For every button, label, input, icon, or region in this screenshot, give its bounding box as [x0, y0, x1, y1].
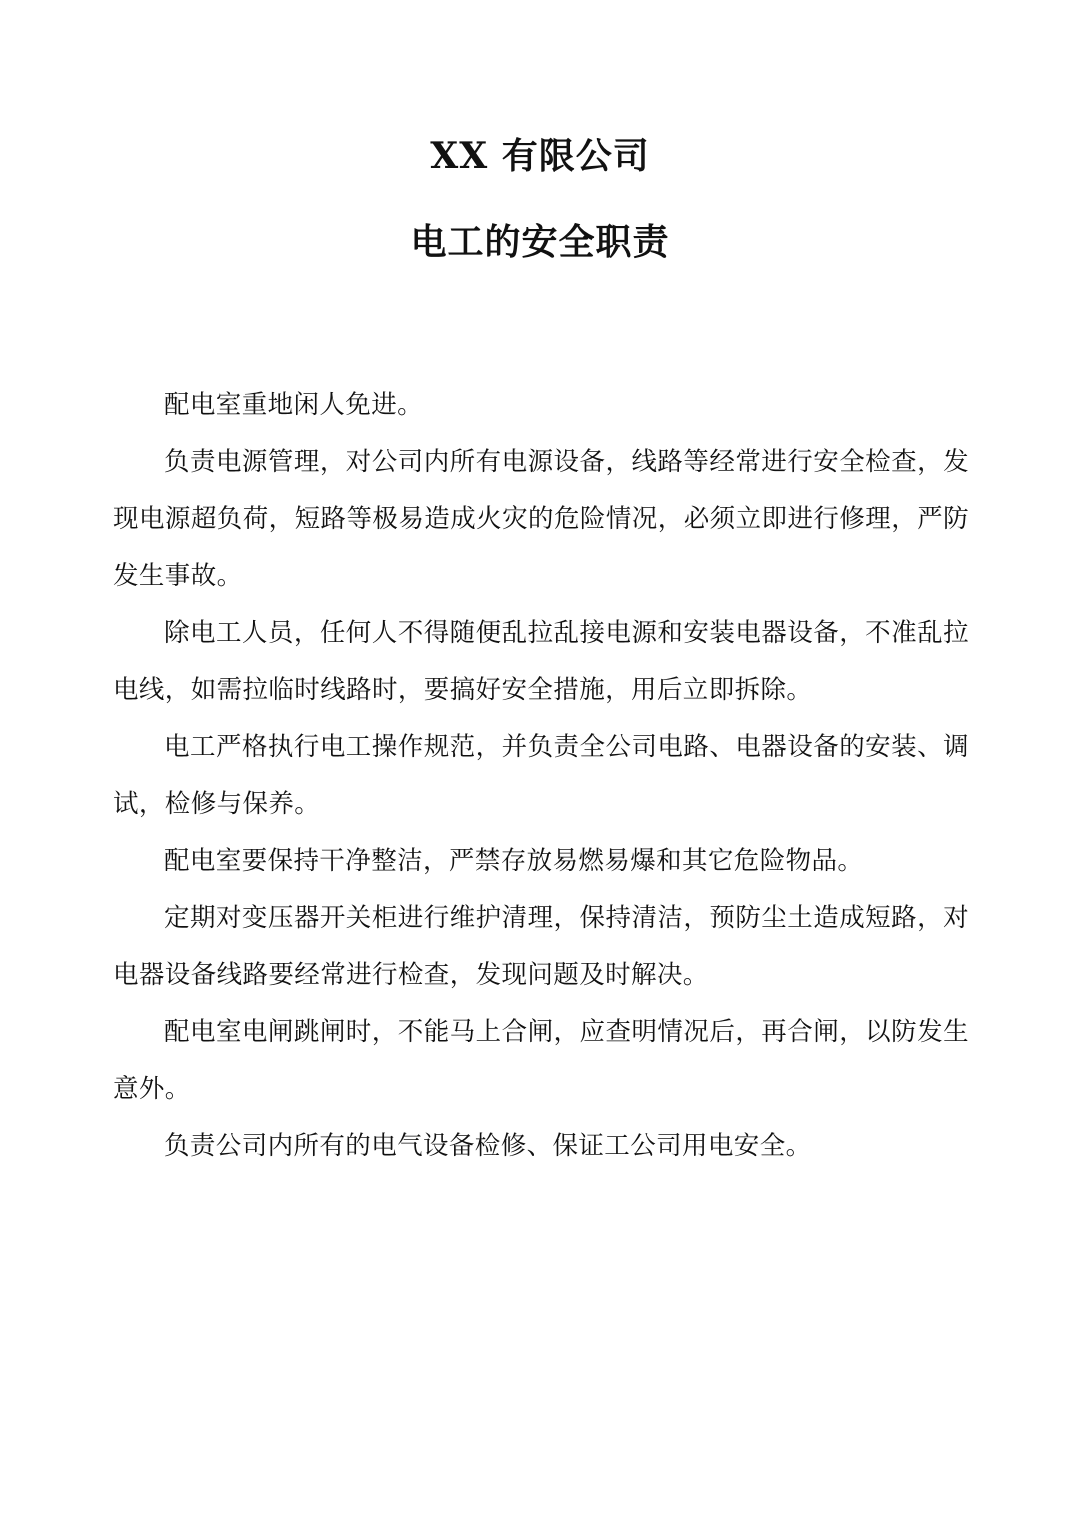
paragraph-8: 负责公司内所有的电气设备检修、保证工公司用电安全。 [164, 1131, 812, 1161]
paragraph-1: 配电室重地闲人免进。 [164, 390, 424, 420]
document-body [113, 377, 969, 1175]
paragraph-6: 定期对变压器开关柜进行维护清理，保持清洁，预防尘土造成短路，对电器设备线路要经常进行检查，发现问题及时解决。 [113, 903, 969, 990]
paragraph-5: 配电室要保持干净整洁，严禁存放易燃易爆和其它危险物品。 [164, 846, 864, 876]
company-title: XX 有限公司 [430, 135, 650, 177]
paragraph-2: 负责电源管理，对公司内所有电源设备，线路等经常进行安全检查，发现电源超负荷，短路等极易造成火灾的危险情况，必须立即进行修理，严防发生事故。 [113, 447, 969, 591]
paragraph-4: 电工严格执行电工操作规范，并负责全公司电路、电器设备的安装、调试，检修与保养。 [113, 732, 969, 819]
document-title: 电工的安全职责 [410, 221, 670, 263]
paragraph-7: 配电室电闸跳闸时，不能马上合闸，应查明情况后，再合闸，以防发生意外。 [113, 1017, 969, 1104]
paragraph-3: 除电工人员，任何人不得随便乱拉乱接电源和安装电器设备，不准乱拉电线，如需拉临时线路时，要搞好安全措施，用后立即拆除。 [113, 618, 969, 705]
